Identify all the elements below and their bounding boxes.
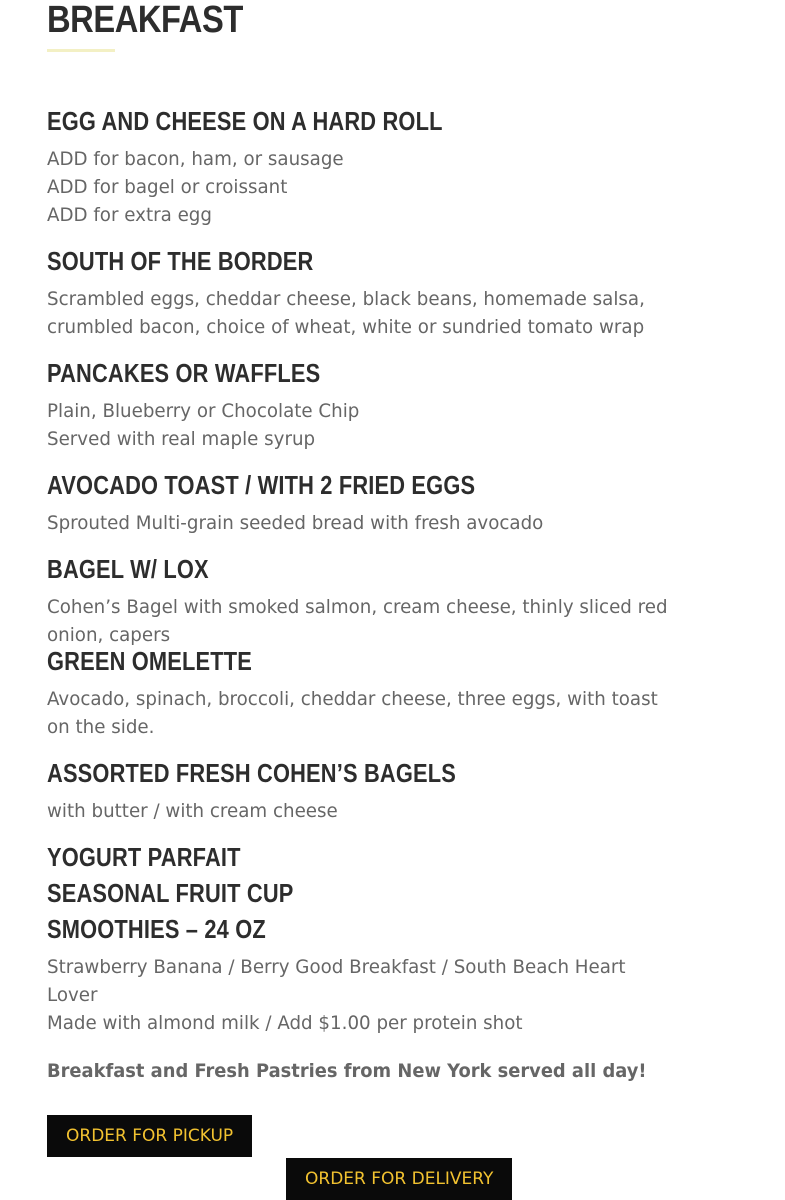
menu-item-line: ADD for bagel or croissant: [47, 176, 288, 198]
menu-item-title: SEASONAL FRUIT CUP: [47, 878, 294, 908]
page-title: BREAKFAST: [47, 0, 243, 41]
title-underline: [47, 49, 115, 52]
menu-item-title: SOUTH OF THE BORDER: [47, 246, 314, 276]
menu-item-line: Lover: [47, 984, 98, 1006]
menu-item-line: onion, capers: [47, 624, 171, 646]
menu-item-title: BAGEL W/ LOX: [47, 554, 209, 584]
menu-item-line: ADD for extra egg: [47, 204, 212, 226]
menu-item-title: EGG AND CHEESE ON A HARD ROLL: [47, 106, 443, 136]
menu-item-line: Served with real maple syrup: [47, 428, 316, 450]
menu-item-line: Strawberry Banana / Berry Good Breakfast / South Beach Heart: [47, 956, 626, 978]
served-all-day-note: Breakfast and Fresh Pastries from New York served all day!: [47, 1060, 647, 1082]
menu-item-line: Scrambled eggs, cheddar cheese, black beans, homemade salsa,: [47, 288, 645, 310]
menu-item-title: GREEN OMELETTE: [47, 646, 252, 676]
menu-item-title: YOGURT PARFAIT: [47, 842, 241, 872]
menu-item-line: crumbled bacon, choice of wheat, white or sundried tomato wrap: [47, 316, 645, 338]
menu-item-line: Cohen’s Bagel with smoked salmon, cream cheese, thinly sliced red: [47, 596, 668, 618]
menu-item-line: ADD for bacon, ham, or sausage: [47, 148, 344, 170]
menu-item-line: Made with almond milk / Add $1.00 per protein shot: [47, 1012, 523, 1034]
menu-item-line: Sprouted Multi-grain seeded bread with fresh avocado: [47, 512, 544, 534]
menu-item-line: Avocado, spinach, broccoli, cheddar cheese, three eggs, with toast: [47, 688, 658, 710]
menu-item-title: SMOOTHIES – 24 OZ: [47, 914, 266, 944]
order-pickup-button[interactable]: ORDER FOR PICKUP: [47, 1115, 252, 1157]
menu-item-line: with butter / with cream cheese: [47, 800, 338, 822]
order-delivery-button[interactable]: ORDER FOR DELIVERY: [286, 1158, 512, 1200]
menu-item-title: PANCAKES OR WAFFLES: [47, 358, 321, 388]
menu-item-title: ASSORTED FRESH COHEN’S BAGELS: [47, 758, 456, 788]
menu-item-title: AVOCADO TOAST / WITH 2 FRIED EGGS: [47, 470, 476, 500]
menu-item-line: Plain, Blueberry or Chocolate Chip: [47, 400, 360, 422]
menu-item-line: on the side.: [47, 716, 155, 738]
